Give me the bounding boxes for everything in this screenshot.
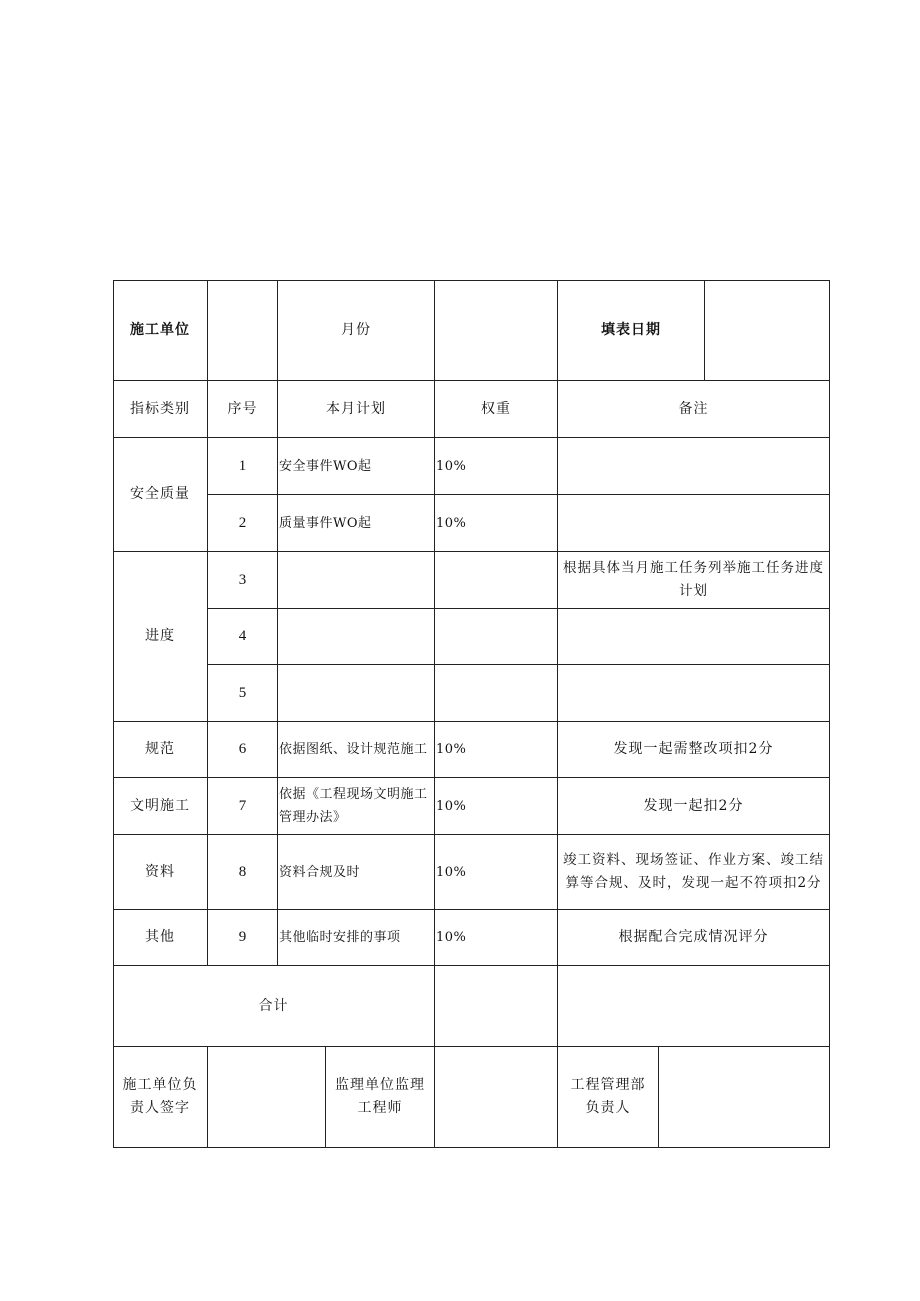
row-plan: 质量事件WO起 — [279, 515, 372, 531]
total-label: 合计 — [258, 997, 289, 1014]
row-seq: 6 — [238, 741, 247, 757]
row-remark: 根据配合完成情况评分 — [618, 929, 769, 945]
row-remark — [558, 438, 829, 494]
row-weight — [435, 552, 557, 608]
row-weight — [435, 609, 557, 664]
column-header-remark: 备注 — [678, 400, 709, 417]
date-label: 填表日期 — [601, 322, 661, 338]
row-weight: 10% — [436, 930, 467, 945]
row-remark — [558, 495, 829, 551]
row-weight: 10% — [436, 798, 467, 814]
row-weight — [435, 665, 557, 721]
rule-bottom — [113, 1147, 830, 1148]
row-seq: 4 — [238, 628, 247, 644]
row-remark: 竣工资料、现场签证、作业方案、竣工结算等合规、及时，发现一起不符项扣2分 — [563, 852, 824, 891]
manager-signature-label: 工程管理部负责人 — [570, 1077, 646, 1116]
row-remark — [558, 609, 829, 664]
contractor-signature-field[interactable] — [208, 1047, 325, 1147]
total-weight[interactable] — [435, 966, 557, 1046]
column-header-category: 指标类别 — [130, 400, 190, 417]
category-civil: 文明施工 — [130, 797, 190, 814]
unit-label: 施工单位 — [130, 322, 190, 338]
row-weight: 10% — [436, 742, 467, 757]
contractor-signature-label: 施工单位负责人签字 — [122, 1077, 198, 1116]
row-seq: 7 — [238, 797, 247, 814]
total-remark[interactable] — [558, 966, 829, 1046]
row-plan — [278, 552, 434, 608]
unit-value[interactable] — [208, 281, 277, 380]
category-docs: 资料 — [145, 863, 175, 880]
column-header-weight: 权重 — [481, 400, 511, 417]
supervisor-signature-label: 监理单位监理工程师 — [335, 1077, 425, 1116]
row-plan — [278, 609, 434, 664]
row-remark: 发现一起扣2分 — [643, 797, 744, 814]
supervisor-signature-field[interactable] — [435, 1047, 557, 1147]
category-other: 其他 — [145, 929, 175, 945]
row-remark: 发现一起需整改项扣2分 — [613, 741, 774, 757]
rule-right — [829, 280, 830, 1148]
column-header-seq: 序号 — [227, 400, 258, 417]
month-label: 月份 — [341, 322, 371, 338]
row-weight: 10% — [436, 458, 467, 474]
row-seq: 1 — [238, 457, 247, 474]
row-seq: 8 — [238, 863, 247, 880]
category-standard: 规范 — [145, 741, 175, 757]
row-seq: 5 — [238, 684, 247, 701]
row-remark: 根据具体当月施工任务列举施工任务进度计划 — [563, 560, 824, 599]
row-plan: 依据《工程现场文明施工管理办法》 — [279, 787, 428, 825]
month-value[interactable] — [435, 281, 557, 380]
column-header-plan: 本月计划 — [326, 400, 386, 417]
manager-signature-field[interactable] — [659, 1047, 829, 1147]
category-progress: 进度 — [145, 628, 175, 644]
row-seq: 2 — [238, 514, 247, 531]
row-plan: 资料合规及时 — [279, 864, 361, 880]
row-weight: 10% — [436, 515, 467, 531]
category-safety: 安全质量 — [130, 486, 190, 502]
row-weight: 10% — [436, 864, 467, 880]
row-seq: 3 — [238, 571, 247, 588]
date-value[interactable] — [705, 281, 829, 380]
row-plan — [278, 665, 434, 721]
row-remark — [558, 665, 829, 721]
row-plan: 其他临时安排的事项 — [279, 930, 401, 945]
row-plan: 依据图纸、设计规范施工 — [279, 742, 428, 757]
row-seq: 9 — [238, 929, 247, 945]
row-plan: 安全事件WO起 — [279, 458, 372, 474]
